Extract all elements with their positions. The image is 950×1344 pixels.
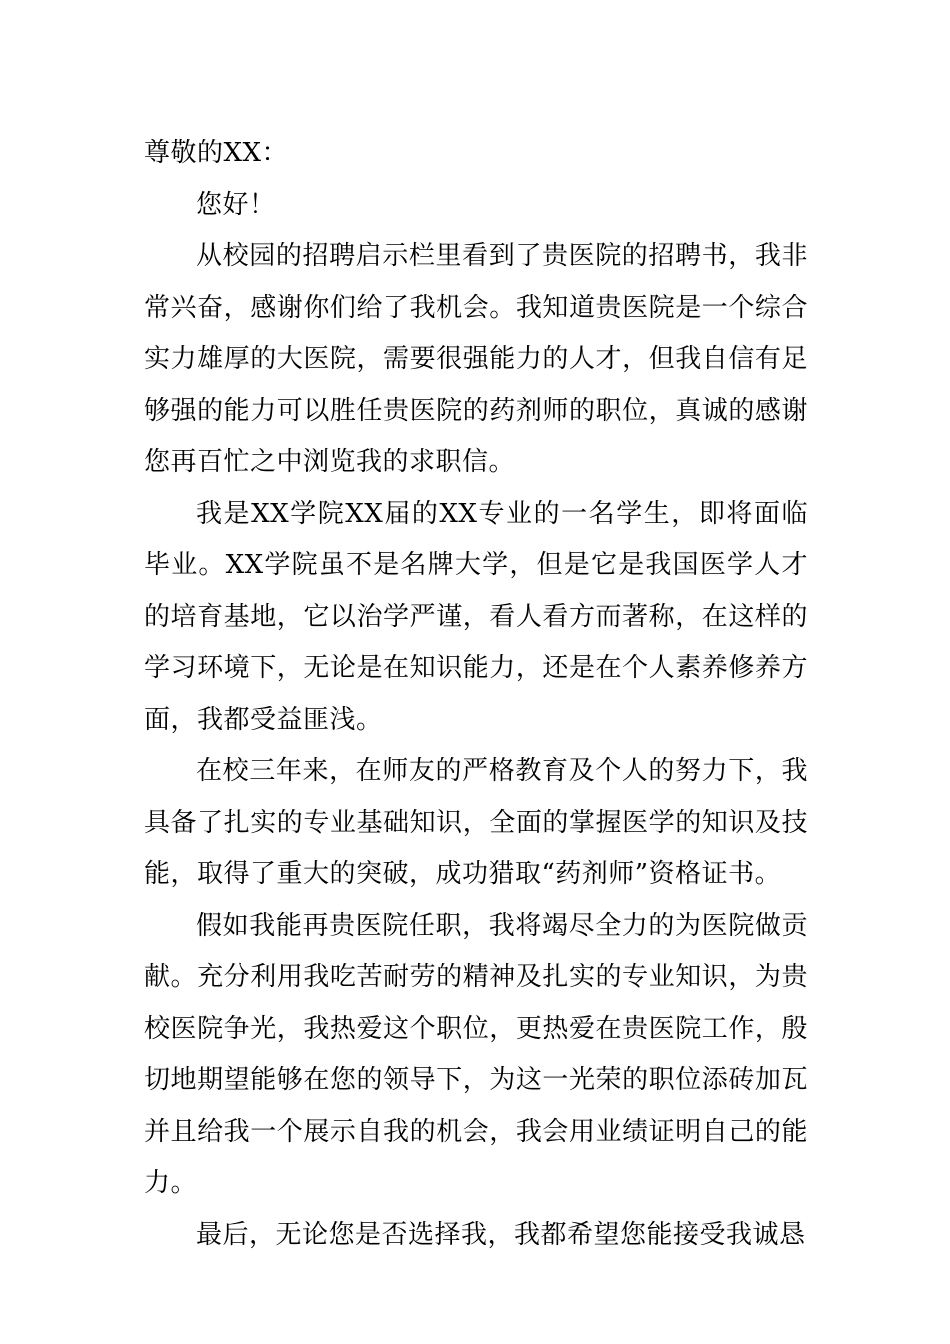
paragraph-1: 从校园的招聘启示栏里看到了贵医院的招聘书，我非常兴奋，感谢你们给了我机会。我知道贵医院是一个综合实力雄厚的大医院，需要很强能力的人才，但我自信有足够强的能力可以胜任贵医院的药剂师的职位，真诚的感谢您再百忙之中浏览我的求职信。 bbox=[144, 241, 808, 477]
greeting: 您好！ bbox=[196, 189, 276, 220]
paragraph-2: 我是XX学院XX届的XX专业的一名学生，即将面临毕业。XX学院虽不是名牌大学，但是它是我国医学人才的培育基地，它以治学严谨，看人看方而著称，在这样的学习环境下，无论是在知识能力，还是在个人素养修养方面，我都受益匪浅。 bbox=[144, 498, 808, 735]
paragraph-5: 最后，无论您是否选择我，我都希望您能接受我诚恳 bbox=[196, 1219, 806, 1250]
paragraph-3: 在校三年来，在师友的严格教育及个人的努力下，我具备了扎实的专业基础知识，全面的掌握医学的知识及技能，取得了重大的突破，成功猎取“药剂师”资格证书。 bbox=[144, 756, 808, 889]
salutation: 尊敬的XX： bbox=[144, 138, 289, 168]
cover-letter-body bbox=[144, 128, 808, 1261]
paragraph-4: 假如我能再贵医院任职，我将竭尽全力的为医院做贡献。充分利用我吃苦耐劳的精神及扎实的专业知识，为贵校医院争光，我热爱这个职位，更热爱在贵医院工作，殷切地期望能够在您的领导下，为这一光荣的职位添砖加瓦并且给我一个展示自我的机会，我会用业绩证明自己的能力。 bbox=[144, 910, 808, 1198]
